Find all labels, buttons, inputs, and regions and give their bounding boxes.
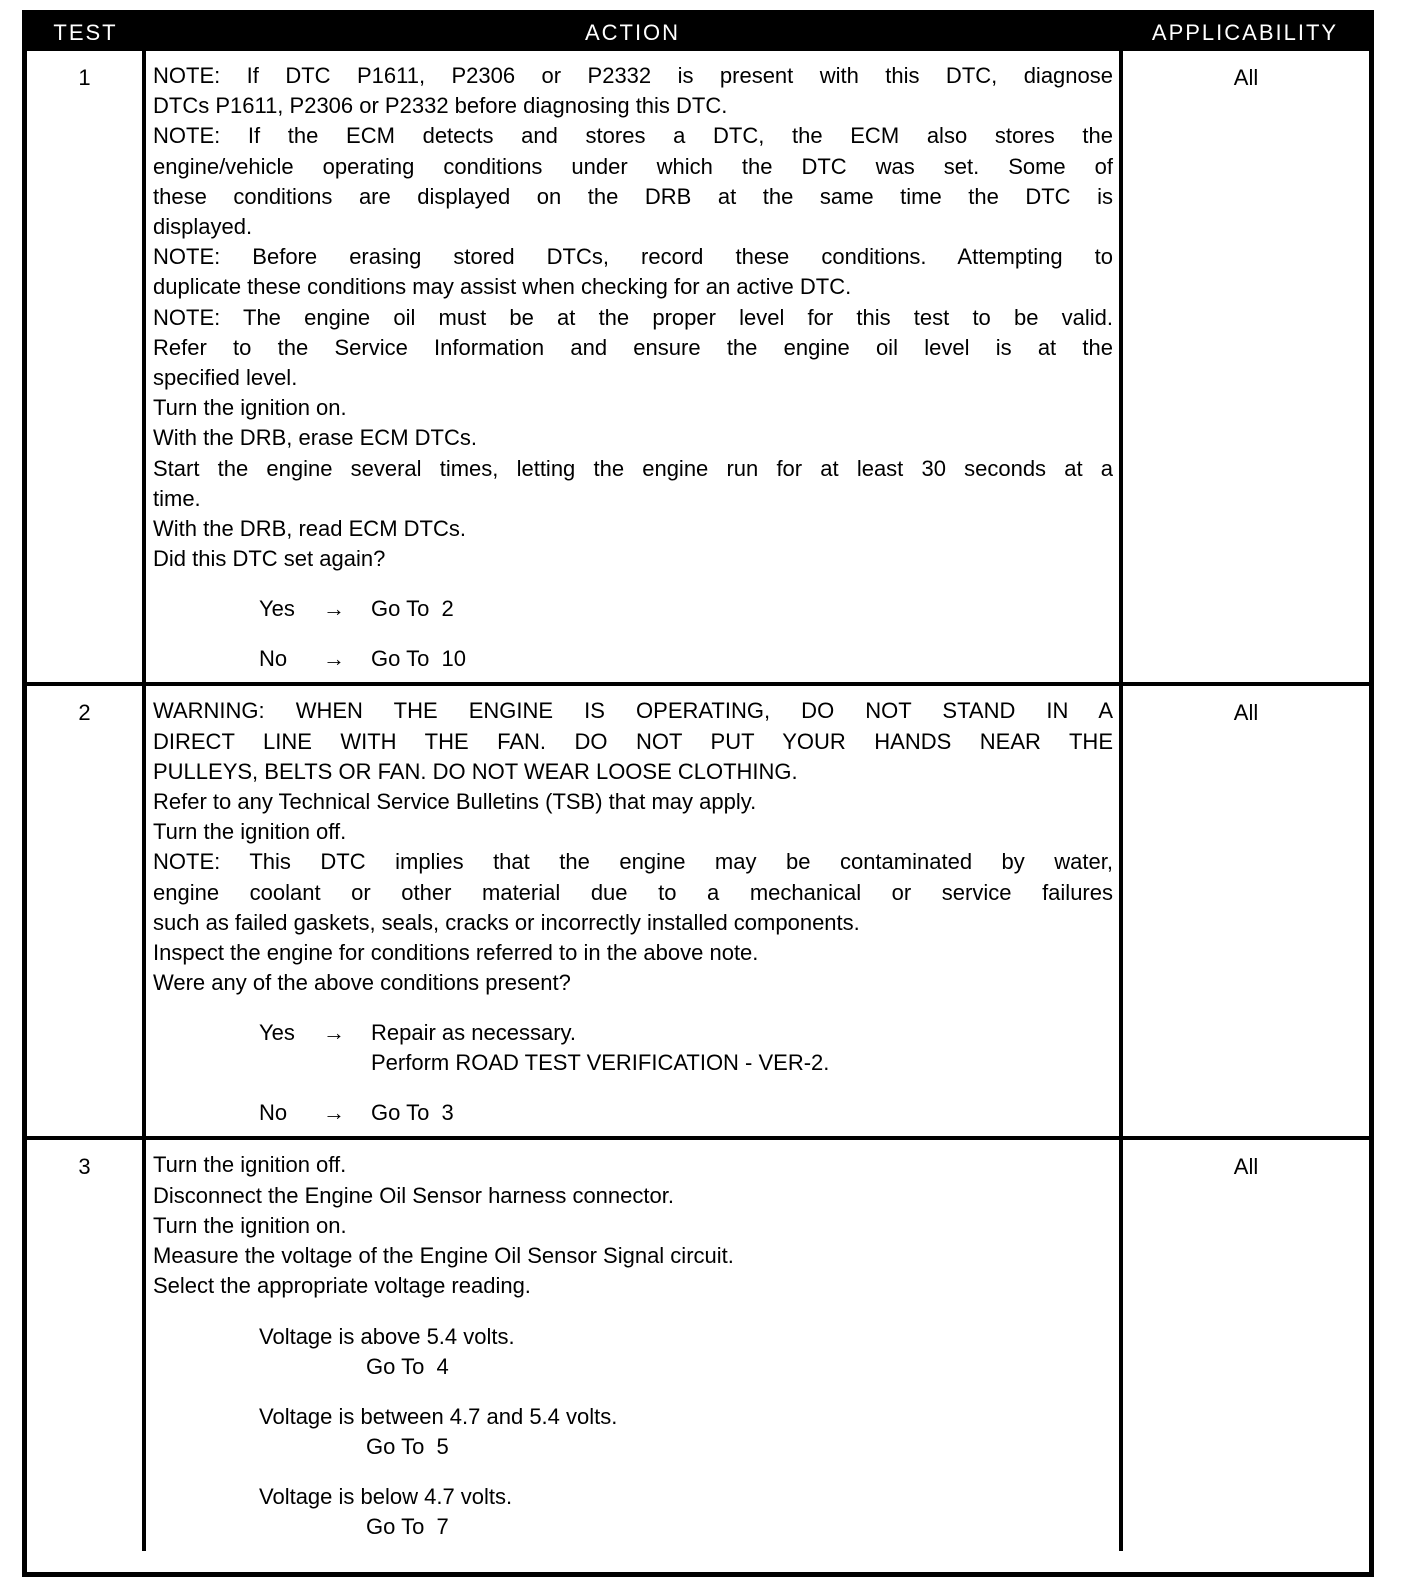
diagnostic-test-table: [22, 10, 1374, 1577]
action-line: these conditions are displayed on the DRB at the same time the DTC is: [153, 183, 1113, 209]
test-applicability: All: [1121, 684, 1369, 1138]
yes-result: Go To 2: [371, 596, 454, 622]
action-line: specified level.: [153, 365, 298, 391]
test-applicability: All: [1233, 65, 1259, 90]
arrow-icon: →: [323, 596, 345, 622]
action-line: Turn the ignition off.: [153, 819, 347, 845]
action-line: NOTE: If DTC P1611, P2306 or P2332 is present with this DTC, diagnose: [153, 63, 1113, 88]
action-line: such as failed gaskets, seals, cracks or incorrectly installed components.: [153, 909, 860, 935]
action-line: DIRECT LINE WITH THE FAN. DO NOT PUT YOUR HANDS NEAR THE: [153, 728, 1113, 754]
yes-result: [371, 1018, 1113, 1078]
action-line: Select the appropriate voltage reading.: [153, 1273, 531, 1299]
arrow-icon: →: [323, 646, 345, 672]
action-line: Measure the voltage of the Engine Oil Sensor Signal circuit.: [153, 1243, 734, 1269]
action-line: Turn the ignition on.: [153, 1212, 347, 1238]
test-number: 2: [27, 684, 144, 1138]
action-line: Did this DTC set again?: [153, 546, 386, 572]
no-result: Go To 3: [371, 1100, 454, 1126]
voltage-option: [153, 1322, 1113, 1382]
yes-label: Yes: [259, 596, 295, 622]
action-line: engine/vehicle operating conditions under which the DTC was set. Some of: [153, 153, 1113, 179]
action-line: displayed.: [153, 214, 253, 240]
action-line: Disconnect the Engine Oil Sensor harness connector.: [153, 1182, 674, 1208]
arrow-icon: →: [323, 1020, 345, 1046]
voltage-condition: Voltage is below 4.7 volts.: [259, 1483, 513, 1509]
test-action: [144, 684, 1121, 1138]
voltage-condition: Voltage is above 5.4 volts.: [259, 1323, 515, 1349]
test-action: [144, 1138, 1121, 1551]
test-action: [144, 51, 1121, 684]
action-line: NOTE: Before erasing stored DTCs, record these conditions. Attempting to: [153, 244, 1113, 270]
header-applicability: APPLICABILITY: [1121, 15, 1369, 51]
action-line: Were any of the above conditions present?: [153, 970, 571, 996]
voltage-condition: Voltage is between 4.7 and 5.4 volts.: [259, 1403, 618, 1429]
action-line: Turn the ignition on.: [153, 395, 347, 421]
no-label: No: [259, 1100, 288, 1126]
test-table: [27, 15, 1369, 1551]
arrow-icon: →: [323, 1100, 345, 1126]
action-line: NOTE: If the ECM detects and stores a DTC, the ECM also stores the: [153, 123, 1113, 149]
no-option: [153, 644, 1113, 674]
test-row-1: [27, 51, 1369, 684]
action-line: engine coolant or other material due to a mechanical or service failures: [153, 879, 1113, 905]
no-label: No: [259, 646, 288, 672]
yes-result-line: Perform ROAD TEST VERIFICATION - VER-2.: [371, 1050, 830, 1076]
action-line: Start the engine several times, letting the engine run for at least 30 seconds at a: [153, 455, 1113, 481]
action-line: Refer to the Service Information and ensure the engine oil level is at the: [153, 334, 1113, 360]
action-line: Inspect the engine for conditions referred to in the above note.: [153, 940, 759, 966]
test-number: 1: [78, 65, 91, 90]
action-line: Turn the ignition off.: [153, 1152, 347, 1178]
action-line: With the DRB, erase ECM DTCs.: [153, 425, 477, 451]
action-line: With the DRB, read ECM DTCs.: [153, 516, 466, 542]
header-test: TEST: [27, 15, 144, 51]
voltage-goto: Go To 4: [366, 1353, 449, 1379]
no-option: [153, 1098, 1113, 1128]
yes-option: [153, 594, 1113, 624]
action-line: NOTE: The engine oil must be at the proper level for this test to be valid.: [153, 304, 1113, 330]
test-row-2: [27, 684, 1369, 1138]
yes-option: [153, 1018, 1113, 1078]
action-line: duplicate these conditions may assist when checking for an active DTC.: [153, 274, 852, 300]
test-number: 3: [27, 1138, 144, 1551]
no-result: Go To 10: [371, 646, 466, 672]
header-row: [27, 15, 1369, 51]
yes-label: Yes: [259, 1020, 295, 1046]
action-line: DTCs P1611, P2306 or P2332 before diagnosing this DTC.: [153, 93, 728, 119]
action-line: PULLEYS, BELTS OR FAN. DO NOT WEAR LOOSE CLOTHING.: [153, 758, 798, 784]
action-line: NOTE: This DTC implies that the engine may be contaminated by water,: [153, 849, 1113, 875]
test-row-3: [27, 1138, 1369, 1551]
action-line: Refer to any Technical Service Bulletins (TSB) that may apply.: [153, 789, 757, 815]
action-line: WARNING: WHEN THE ENGINE IS OPERATING, DO NOT STAND IN A: [153, 698, 1113, 724]
voltage-option: [153, 1402, 1113, 1462]
voltage-option: [153, 1482, 1113, 1542]
action-line: time.: [153, 485, 201, 511]
header-action: ACTION: [144, 15, 1121, 51]
test-applicability: All: [1121, 1138, 1369, 1551]
yes-result-line: Repair as necessary.: [371, 1020, 577, 1046]
voltage-goto: Go To 5: [366, 1433, 449, 1459]
voltage-goto: Go To 7: [366, 1513, 449, 1539]
